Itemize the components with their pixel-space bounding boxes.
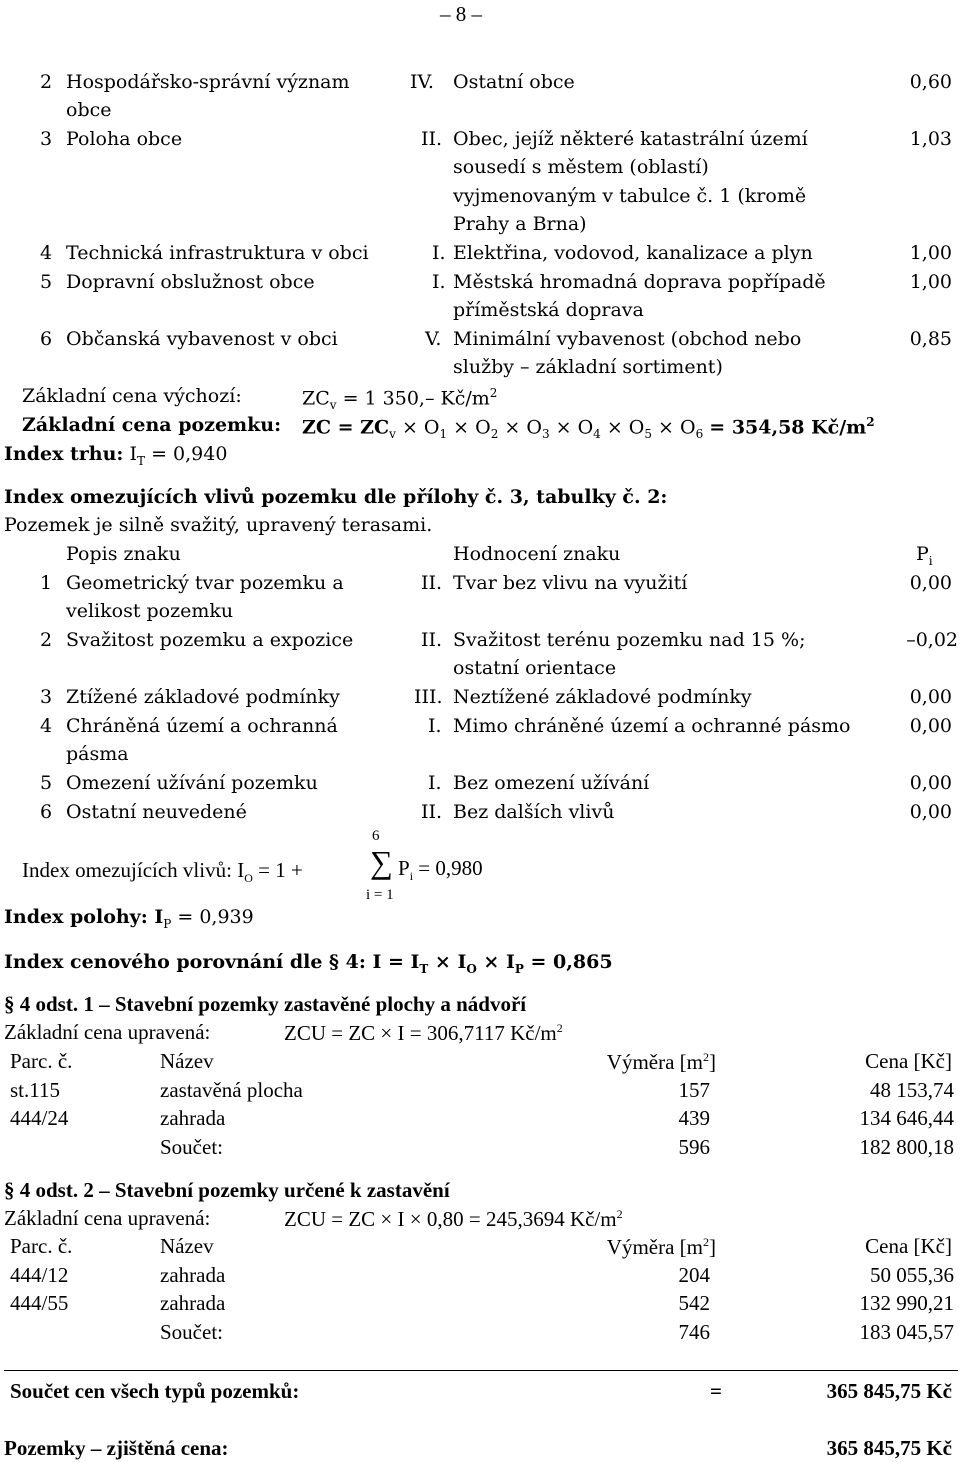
found-price-label: Pozemky – zjištěná cena: bbox=[4, 1436, 229, 1460]
row-num: 3 bbox=[40, 128, 53, 150]
header-eval: Hodnocení znaku bbox=[453, 543, 621, 565]
cell-name: zahrada bbox=[160, 1106, 226, 1130]
section2-price-formula: ZCU = ZC × I × 0,80 = 245,3694 $Kč/m^2$ bbox=[284, 1207, 623, 1231]
cell-area: 204 bbox=[678, 1263, 710, 1287]
row-value: 0,00 bbox=[909, 801, 952, 823]
row-class: IV. bbox=[410, 71, 434, 93]
row-value: 0,00 bbox=[909, 715, 952, 737]
header-desc: Popis znaku bbox=[66, 543, 181, 565]
sum-symbol: ∑ bbox=[370, 844, 393, 880]
found-price-value: 365 845,75 Kč bbox=[826, 1436, 952, 1460]
section1-title: § 4 odst. 1 – Stavební pozemky zastavěné plochy a nádvoří bbox=[4, 992, 527, 1016]
header-price: Cena [Kč] bbox=[865, 1049, 952, 1073]
grand-total-label: Součet cen všech typů pozemků: bbox=[10, 1379, 300, 1403]
row-value: 1,03 bbox=[909, 128, 952, 150]
plot-price-formula: ZC = $ZC_v \times O_1 \times O_2 \times O_3 \times O_4 \times O_5 \times O_6 = 354,58$ $Kč/m^2$ bbox=[302, 415, 875, 442]
row-num: 3 bbox=[40, 686, 53, 708]
row-desc: Občanská vybavenost v obci bbox=[66, 328, 338, 350]
base-price-label: Základní cena výchozí: bbox=[22, 385, 242, 407]
row-class: II. bbox=[421, 801, 443, 823]
row-eval: vyjmenovaným v tabulce č. 1 (kromě bbox=[453, 185, 807, 207]
row-eval: Prahy a Brna) bbox=[453, 213, 587, 235]
row-num: 6 bbox=[40, 801, 53, 823]
row-num: 2 bbox=[40, 71, 53, 93]
cell-price: 48 153,74 bbox=[870, 1078, 954, 1102]
row-class: II. bbox=[421, 629, 443, 651]
comparison-index: Index cenového porovnání dle § 4: $I = I_T \times I_O \times I_P = 0,865$ bbox=[4, 951, 613, 976]
row-class: II. bbox=[421, 128, 443, 150]
header-name: Název bbox=[160, 1049, 214, 1073]
position-index: Index polohy: $I_P = 0,939$ bbox=[4, 906, 254, 931]
row-desc: Geometrický tvar pozemku a bbox=[66, 572, 344, 594]
limiting-heading: Index omezujících vlivů pozemku dle přílohy č. 3, tabulky č. 2: bbox=[4, 486, 668, 508]
section1-price-label: Základní cena upravená: bbox=[4, 1020, 211, 1044]
row-value: 0,00 bbox=[909, 686, 952, 708]
total-label: Součet: bbox=[160, 1320, 223, 1344]
row-num: 1 bbox=[40, 572, 53, 594]
cell-parc: 444/12 bbox=[10, 1263, 69, 1287]
row-num: 5 bbox=[40, 772, 53, 794]
total-label: Součet: bbox=[160, 1135, 223, 1159]
base-price-formula: $ZC_v = 1$ 350,– $Kč/m^2$ bbox=[302, 386, 498, 413]
row-eval: příměstská doprava bbox=[453, 299, 644, 321]
row-class: I. bbox=[428, 772, 442, 794]
section1-price-formula: ZCU = ZC × I = 306,7117 $Kč/m^2$ bbox=[284, 1021, 563, 1045]
market-index: Index trhu: $I_T = 0,940$ bbox=[4, 443, 228, 468]
grand-total-equals: = bbox=[710, 1379, 722, 1403]
header-name: Název bbox=[160, 1234, 214, 1258]
row-num: 6 bbox=[40, 328, 53, 350]
row-eval: Bez omezení užívání bbox=[453, 772, 650, 794]
header-price: Cena [Kč] bbox=[865, 1234, 952, 1258]
row-value: –0,02 bbox=[906, 629, 958, 651]
sum-lower-limit: i = 1 bbox=[366, 887, 394, 903]
row-desc: Omezení užívání pozemku bbox=[66, 772, 318, 794]
cell-price: 134 646,44 bbox=[859, 1106, 954, 1130]
cell-name: zahrada bbox=[160, 1263, 226, 1287]
section2-price-label: Základní cena upravená: bbox=[4, 1206, 211, 1230]
header-parc: Parc. č. bbox=[10, 1234, 73, 1258]
total-area: 746 bbox=[678, 1320, 710, 1344]
sum-upper-limit: 6 bbox=[372, 828, 380, 844]
row-eval: Minimální vybavenost (obchod nebo bbox=[453, 328, 802, 350]
cell-area: 439 bbox=[678, 1106, 710, 1130]
row-eval: služby – základní sortiment) bbox=[453, 356, 723, 378]
row-num: 4 bbox=[40, 715, 53, 737]
cell-area: 157 bbox=[678, 1078, 710, 1102]
header-parc: Parc. č. bbox=[10, 1049, 73, 1073]
row-class: III. bbox=[414, 686, 443, 708]
row-desc: Hospodářsko-správní význam bbox=[66, 71, 350, 93]
row-eval: ostatní orientace bbox=[453, 657, 617, 679]
grand-total-divider bbox=[4, 1370, 958, 1371]
row-eval: Bez dalších vlivů bbox=[453, 801, 615, 823]
row-eval: Ostatní obce bbox=[453, 71, 575, 93]
row-eval: Mimo chráněné území a ochranné pásmo bbox=[453, 715, 851, 737]
row-desc: Technická infrastruktura v obci bbox=[66, 242, 369, 264]
row-desc: velikost pozemku bbox=[66, 600, 234, 622]
row-eval: sousedí s městem (oblastí) bbox=[453, 156, 709, 178]
row-desc: Ostatní neuvedené bbox=[66, 801, 247, 823]
total-price: 183 045,57 bbox=[859, 1320, 954, 1344]
row-desc: Svažitost pozemku a expozice bbox=[66, 629, 354, 651]
row-eval: Neztížené základové podmínky bbox=[453, 686, 752, 708]
header-area: Výměra $[m^2]$ bbox=[606, 1235, 716, 1259]
row-value: 0,00 bbox=[909, 772, 952, 794]
limiting-index-value: $P_i = 0,980$ bbox=[398, 856, 483, 884]
row-eval: Městská hromadná doprava popřípadě bbox=[453, 271, 826, 293]
cell-price: 50 055,36 bbox=[870, 1263, 954, 1287]
row-class: I. bbox=[428, 715, 442, 737]
row-eval: Tvar bez vlivu na využití bbox=[453, 572, 688, 594]
cell-parc: st.115 bbox=[10, 1078, 60, 1102]
total-area: 596 bbox=[678, 1135, 710, 1159]
total-price: 182 800,18 bbox=[859, 1135, 954, 1159]
cell-name: zastavěná plocha bbox=[160, 1078, 303, 1102]
row-value: 1,00 bbox=[909, 242, 952, 264]
row-desc: Ztížené základové podmínky bbox=[66, 686, 340, 708]
row-eval: Obec, jejíž některé katastrální území bbox=[453, 128, 808, 150]
row-value: 0,00 bbox=[909, 572, 952, 594]
cell-parc: 444/24 bbox=[10, 1106, 69, 1130]
cell-price: 132 990,21 bbox=[859, 1291, 954, 1315]
plot-price-label: Základní cena pozemku: bbox=[22, 414, 282, 436]
cell-parc: 444/55 bbox=[10, 1291, 69, 1315]
limiting-index-formula: Index omezujících vlivů: $I_O = 1$ + bbox=[22, 858, 303, 886]
page-number: – 8 – bbox=[440, 2, 482, 26]
row-desc: Dopravní obslužnost obce bbox=[66, 271, 315, 293]
row-desc: pásma bbox=[66, 743, 129, 765]
row-value: 1,00 bbox=[909, 271, 952, 293]
row-value: 0,60 bbox=[909, 71, 952, 93]
row-num: 5 bbox=[40, 271, 53, 293]
row-class: I. bbox=[432, 242, 446, 264]
row-class: V. bbox=[425, 328, 442, 350]
grand-total-value: 365 845,75 Kč bbox=[826, 1379, 952, 1403]
header-p: $P_i$ bbox=[916, 543, 933, 568]
section2-title: § 4 odst. 2 – Stavební pozemky určené k zastavění bbox=[4, 1178, 450, 1202]
row-desc: Poloha obce bbox=[66, 128, 183, 150]
row-desc: Chráněná území a ochranná bbox=[66, 715, 338, 737]
row-eval: Elektřina, vodovod, kanalizace a plyn bbox=[453, 242, 813, 264]
cell-area: 542 bbox=[678, 1291, 710, 1315]
row-num: 2 bbox=[40, 629, 53, 651]
header-area: Výměra $[m^2]$ bbox=[606, 1050, 716, 1074]
row-num: 4 bbox=[40, 242, 53, 264]
row-desc: obce bbox=[66, 99, 112, 121]
row-value: 0,85 bbox=[909, 328, 952, 350]
cell-name: zahrada bbox=[160, 1291, 226, 1315]
row-eval: Svažitost terénu pozemku nad 15 %; bbox=[453, 629, 806, 651]
limiting-note: Pozemek je silně svažitý, upravený terasami. bbox=[4, 514, 433, 536]
row-class: I. bbox=[432, 271, 446, 293]
row-class: II. bbox=[421, 572, 443, 594]
